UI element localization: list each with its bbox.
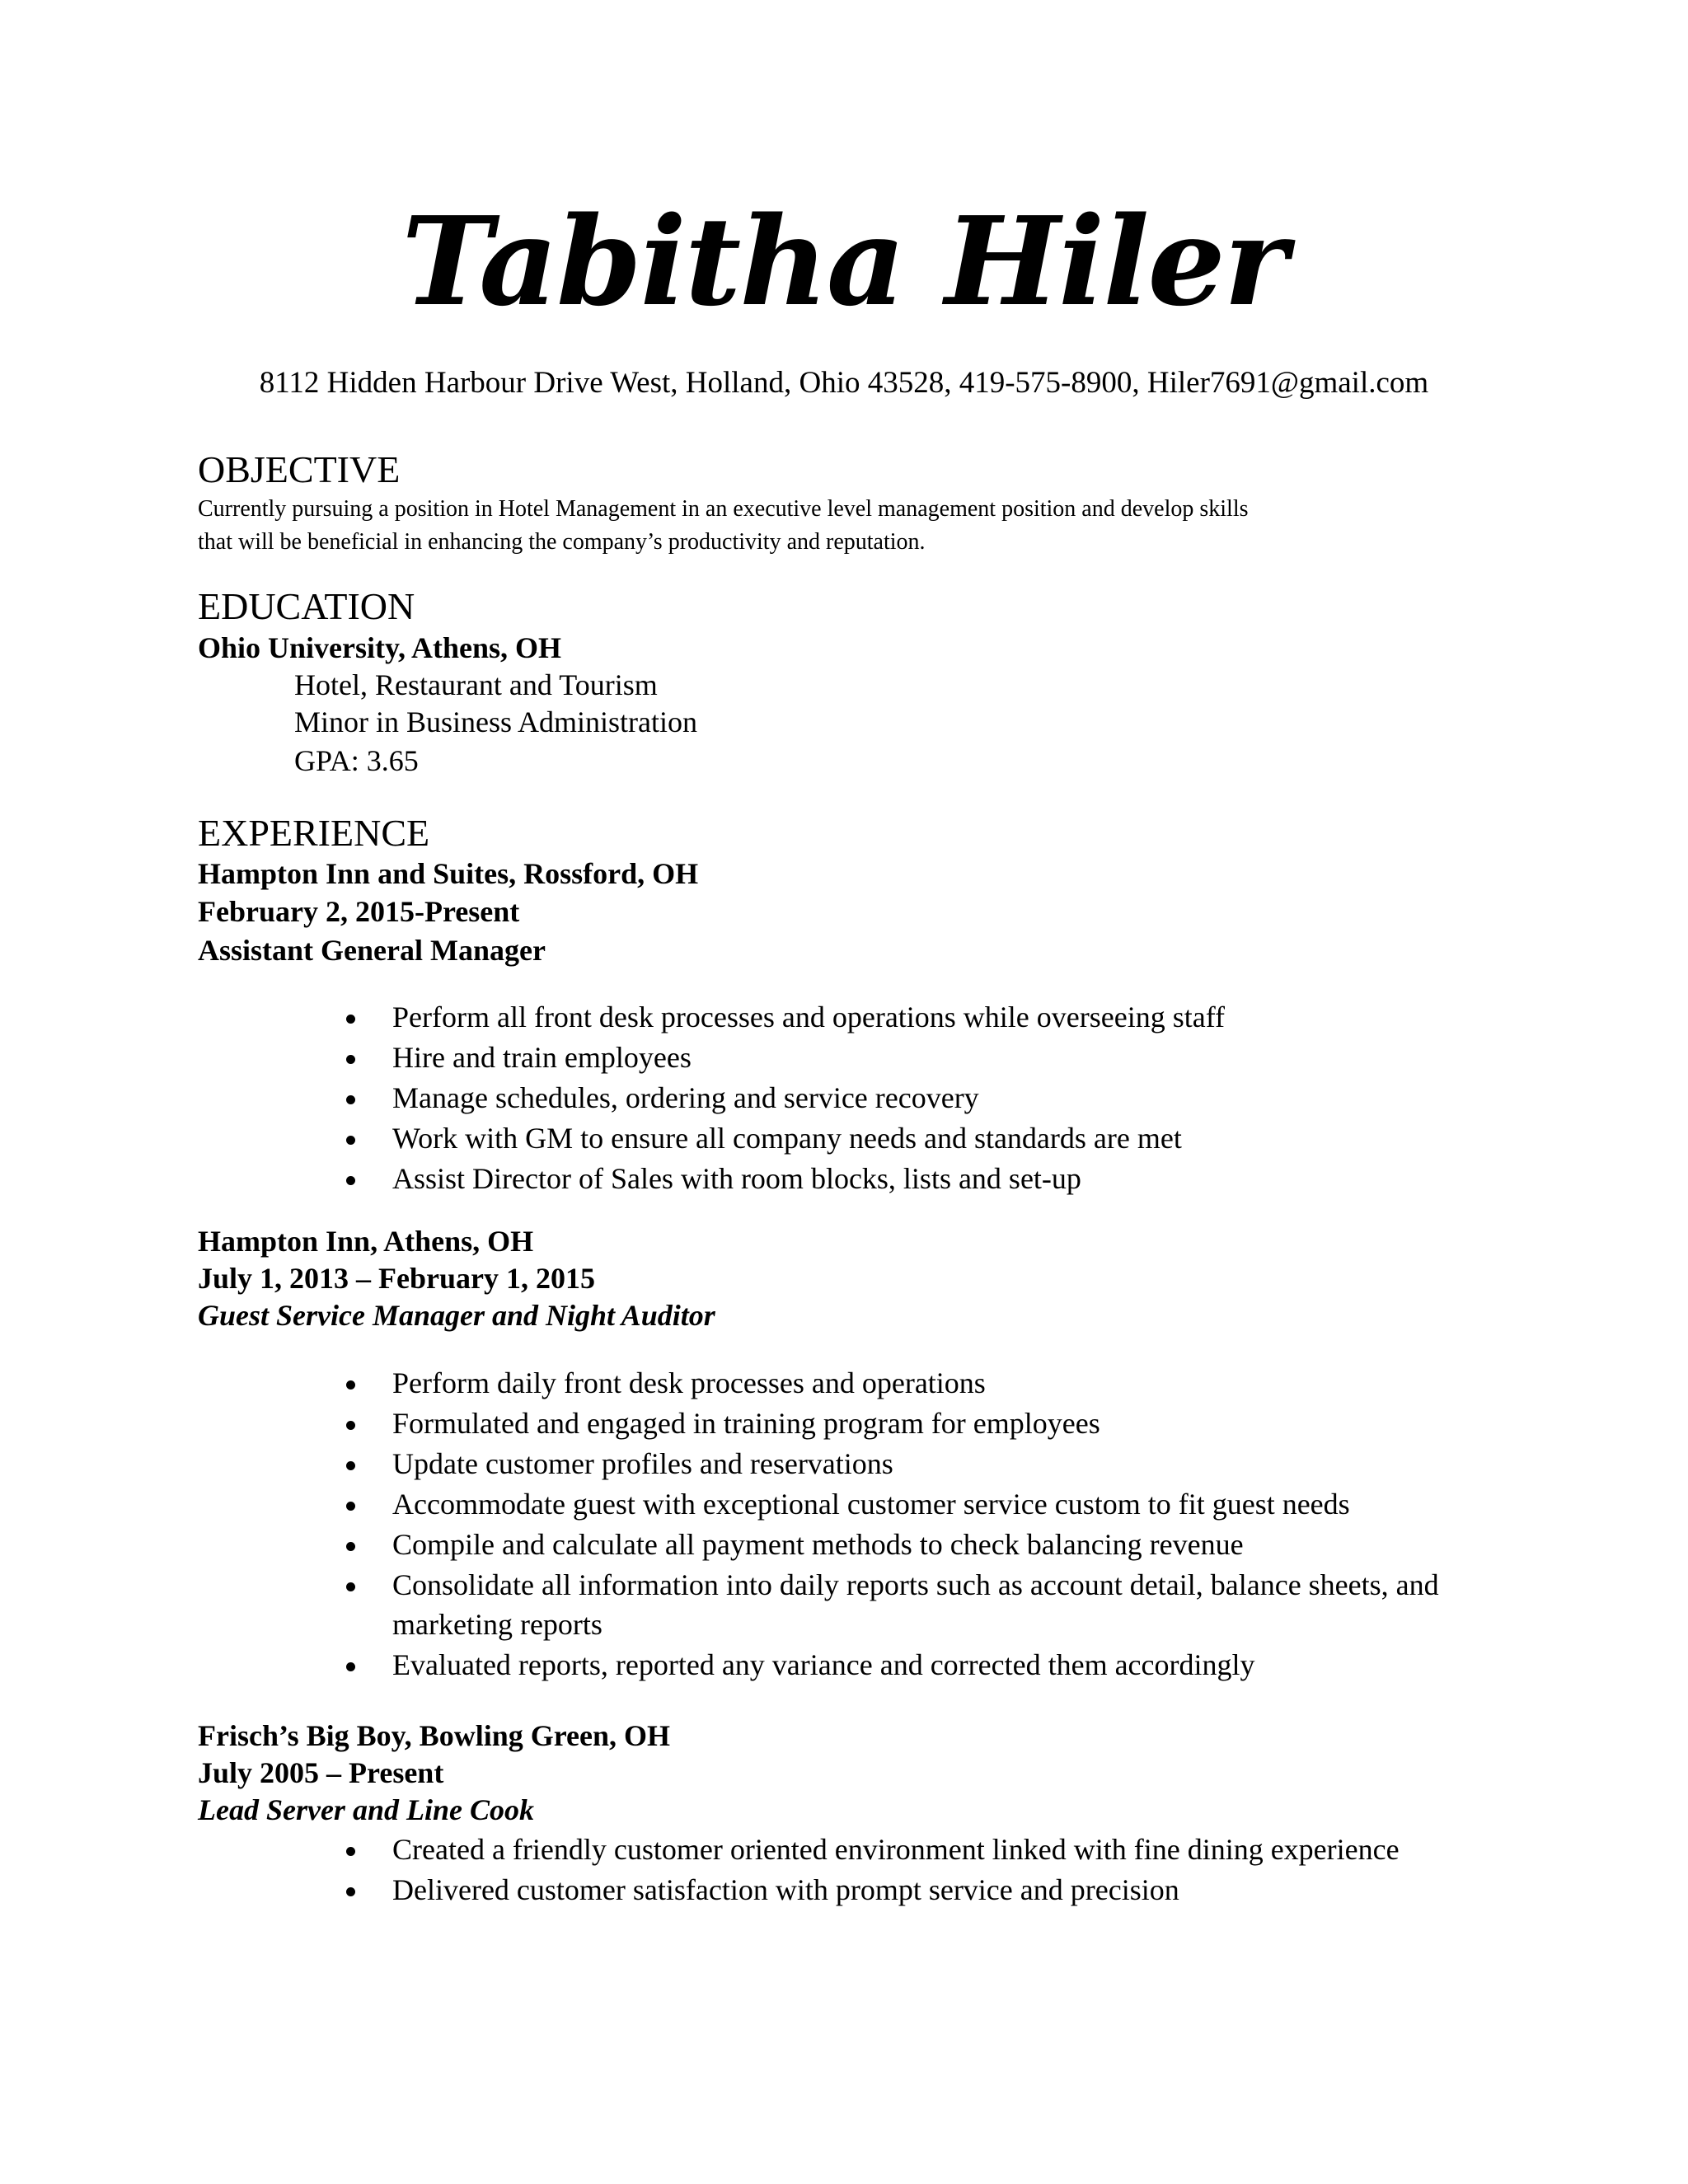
education-school: Ohio University, Athens, OH (198, 631, 562, 664)
bullet-icon (346, 1095, 355, 1104)
job-1-title: Assistant General Manager (198, 934, 546, 967)
job-2-bullets (346, 1363, 1500, 1685)
job-3-company: Frisch’s Big Boy, Bowling Green, OH (198, 1719, 671, 1752)
bullet-icon (346, 1662, 355, 1671)
list-item: Manage schedules, ordering and service recovery (346, 1078, 1500, 1118)
education-heading: EDUCATION (198, 585, 415, 627)
job-3-dates: July 2005 – Present (198, 1756, 444, 1789)
list-item: Work with GM to ensure all company needs and standards are met (346, 1118, 1500, 1158)
bullet-icon (346, 1461, 355, 1470)
bullet-icon (346, 1582, 355, 1591)
objective-line-1: Currently pursuing a position in Hotel Management in an executive level management position and develop skills (198, 496, 1249, 522)
contact-line: 8112 Hidden Harbour Drive West, Holland, Ohio 43528, 419-575-8900, Hiler7691@gmail.com (259, 366, 1429, 400)
bullet-icon (346, 1847, 355, 1856)
list-item: Compile and calculate all payment methods to check balancing revenue (346, 1525, 1500, 1564)
bullet-icon (346, 1176, 355, 1185)
job-1-company: Hampton Inn and Suites, Rossford, OH (198, 857, 699, 890)
job-2-dates: July 1, 2013 – February 1, 2015 (198, 1262, 595, 1295)
objective-heading: OBJECTIVE (198, 448, 401, 490)
list-item: Perform daily front desk processes and operations (346, 1363, 1500, 1403)
job-2-company: Hampton Inn, Athens, OH (198, 1225, 534, 1258)
experience-heading: EXPERIENCE (198, 812, 430, 854)
list-item: Delivered customer satisfaction with prompt service and precision (346, 1870, 1500, 1910)
list-item: Assist Director of Sales with room blocks, lists and set-up (346, 1159, 1500, 1198)
list-item: Evaluated reports, reported any variance and corrected them accordingly (346, 1645, 1500, 1685)
job-1-dates: February 2, 2015-Present (198, 895, 520, 928)
job-3-title: Lead Server and Line Cook (198, 1793, 534, 1826)
education-detail-minor: Minor in Business Administration (294, 705, 698, 738)
bullet-icon (346, 1055, 355, 1064)
list-item: Hire and train employees (346, 1038, 1500, 1077)
objective-line-2: that will be beneficial in enhancing the company’s productivity and reputation. (198, 529, 926, 555)
list-item: Accommodate guest with exceptional customer service custom to fit guest needs (346, 1484, 1500, 1524)
job-2-title: Guest Service Manager and Night Auditor (198, 1299, 715, 1332)
bullet-icon (346, 1502, 355, 1511)
job-1-bullets (346, 997, 1500, 1199)
list-item: Consolidate all information into daily reports such as account detail, balance sheets, and marketing reports (346, 1565, 1500, 1644)
bullet-icon (346, 1421, 355, 1430)
bullet-icon (346, 1542, 355, 1551)
education-detail-major: Hotel, Restaurant and Tourism (294, 668, 658, 701)
bullet-icon (346, 1136, 355, 1145)
candidate-name: Tabitha Hiler (401, 190, 1287, 333)
list-item: Update customer profiles and reservations (346, 1444, 1500, 1483)
education-detail-gpa: GPA: 3.65 (294, 744, 419, 777)
bullet-icon (346, 1380, 355, 1390)
job-3-bullets (346, 1830, 1500, 1910)
bullet-icon (346, 1887, 355, 1896)
list-item: Created a friendly customer oriented environment linked with fine dining experience (346, 1830, 1500, 1869)
bullet-icon (346, 1015, 355, 1024)
list-item: Perform all front desk processes and operations while overseeing staff (346, 997, 1500, 1037)
list-item: Formulated and engaged in training program for employees (346, 1404, 1500, 1443)
